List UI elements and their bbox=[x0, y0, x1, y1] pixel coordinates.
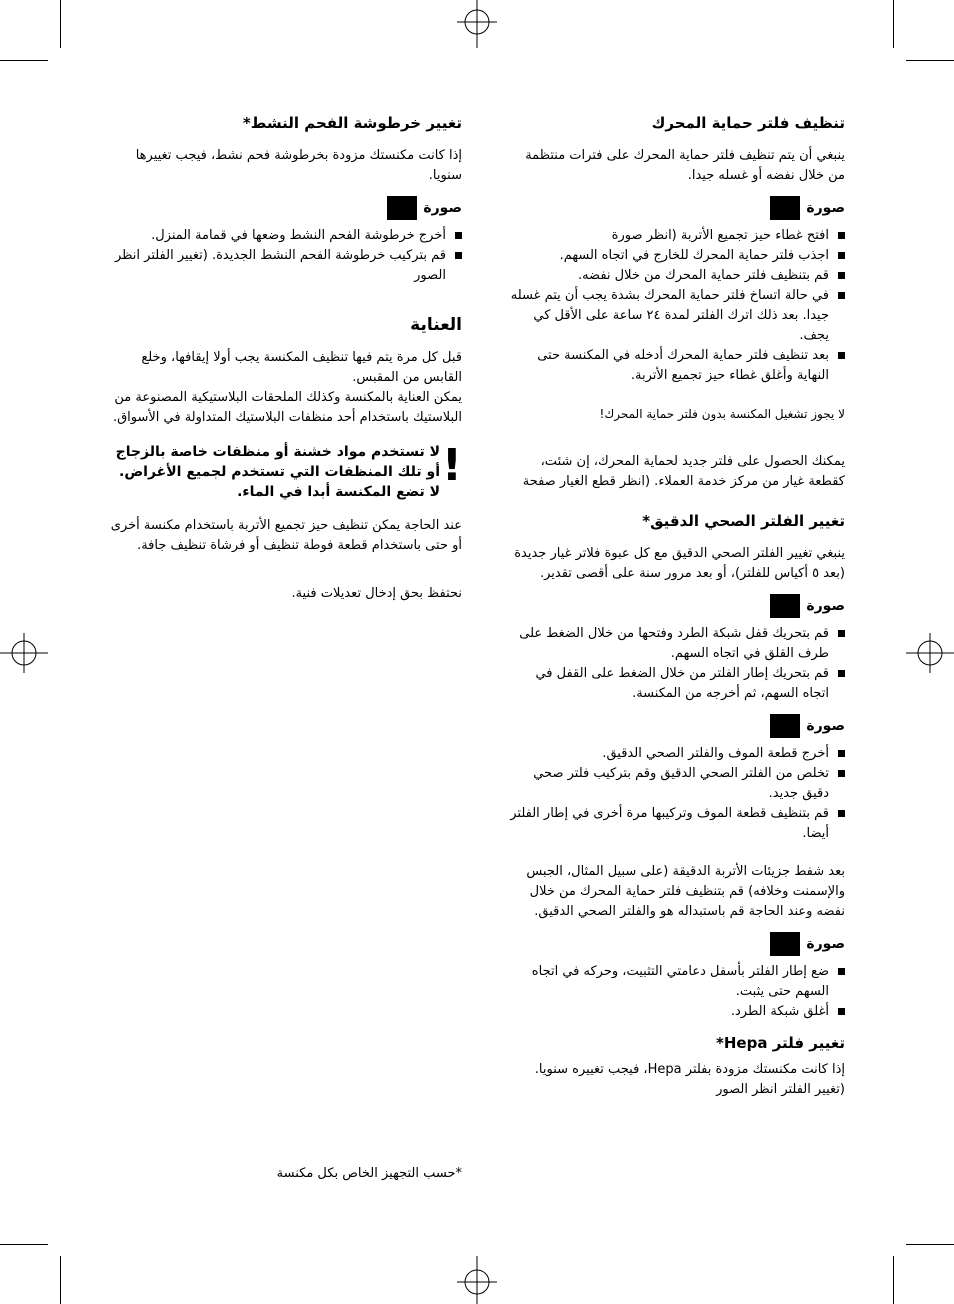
motor-filter-intro: ينبغي أن يتم تنظيف فلتر حماية المحرك على فترات منتظمة من خلال نفضه أو غسله جيدا. bbox=[525, 148, 845, 183]
crop-mark-tr-v bbox=[893, 0, 894, 48]
footnote: *حسب التجهيز الخاص بكل مكنسة bbox=[276, 1166, 462, 1181]
charcoal-steps bbox=[110, 226, 462, 286]
warning-line-1: لا تستخدم مواد خشنة أو منظفات خاصة بالزجاج أو تلك المنظفات التي تستخدم لجميع الأغراض. bbox=[115, 444, 440, 480]
figure-number-box bbox=[770, 594, 800, 618]
micro-filter-steps-3 bbox=[505, 962, 845, 1022]
list-item: قم بتحريك إطار الفلتر من خلال الضغط على القفل في اتجاه السهم، ثم أخرجه من المكنسة. bbox=[505, 664, 845, 704]
list-item: افتح غطاء حيز تجميع الأتربة (انظر صورة bbox=[505, 226, 845, 246]
figure-number-box bbox=[770, 714, 800, 738]
figure-label: صورة bbox=[505, 196, 845, 220]
registration-mark-left bbox=[0, 628, 48, 678]
list-item: ضع إطار الفلتر بأسفل دعامتي التثبيت، وحركه في اتجاه السهم حتى يثبت. bbox=[505, 962, 845, 1002]
section-title-motor-filter: تنظيف فلتر حماية المحرك bbox=[651, 114, 845, 132]
registration-mark-right bbox=[906, 628, 954, 678]
crop-mark-bl-v bbox=[60, 1256, 61, 1304]
charcoal-intro: إذا كانت مكنستك مزودة بخرطوشة فحم نشط، فيجب تغييرها سنويا. bbox=[135, 148, 462, 183]
list-item: قم بتحريك قفل شبكة الطرد وفتحها من خلال الضغط على طرف القلق في اتجاه السهم. bbox=[505, 624, 845, 664]
micro-filter-steps-1 bbox=[505, 624, 845, 704]
hepa-filter-text: إذا كانت مكنستك مزودة بفلتر Hepa، فيجب تغييره سنويا. (تغيير الفلتر انظر الصور bbox=[534, 1062, 845, 1097]
warning-line-2: لا تضع المكنسة أبدا في الماء. bbox=[237, 484, 440, 500]
care-text-3: عند الحاجة يمكن تنظيف حيز تجميع الأتربة باستخدام مكنسة أخرى أو حتى باستخدام قطعة فوطة تنظيف أو فرشاة تنظيف جافة. bbox=[110, 518, 462, 553]
section-title-charcoal-cartridge: تغيير خرطوشة الفحم النشط* bbox=[242, 114, 462, 132]
list-item: في حالة اتساخ فلتر حماية المحرك بشدة يجب أن يتم غسله جيدا. بعد ذلك اترك الفلتر لمدة ٢٤ ساعة على الأقل كي يجف. bbox=[505, 286, 845, 346]
crop-mark-bl-h bbox=[0, 1244, 48, 1245]
crop-mark-tr-h bbox=[906, 60, 954, 61]
figure-number-box bbox=[387, 196, 417, 220]
list-item: بعد تنظيف فلتر حماية المحرك أدخله في المكنسة حتى النهاية وأغلق غطاء حيز تجميع الأتربة. bbox=[505, 346, 845, 386]
section-title-hepa-filter: تغيير فلتر Hepa* bbox=[716, 1034, 845, 1052]
crop-mark-br-v bbox=[893, 1256, 894, 1304]
crop-mark-tl-v bbox=[60, 0, 61, 48]
list-item: أغلق شبكة الطرد. bbox=[505, 1002, 845, 1022]
figure-label: صورة bbox=[505, 594, 845, 618]
figure-label: صورة bbox=[505, 714, 845, 738]
list-item: أخرج قطعة الموف والفلتر الصحي الدقيق. bbox=[505, 744, 845, 764]
list-item: أخرج خرطوشة الفحم النشط وضعها في قمامة المنزل. bbox=[110, 226, 462, 246]
figure-label: صورة bbox=[505, 932, 845, 956]
exclamation-icon: ! bbox=[441, 440, 462, 491]
warning-block bbox=[110, 442, 462, 502]
care-text-2: يمكن العناية بالمكنسة وكذلك الملحقات البلاستيكية المصنوعة من البلاستيك باستخدام أحد منظفات البلاستيك المتداولة في الأسواق. bbox=[112, 390, 462, 425]
motor-filter-spare-text: يمكنك الحصول على فلتر جديد لحماية المحرك، إن شئت، كقطعة غيار من مركز خدمة العملاء. (انظر قطع الغيار صفحة bbox=[522, 454, 845, 489]
list-item: قم بتنظيف قطعة الموف وتركيبها مرة أخرى في إطار الفلتر أيضا. bbox=[505, 804, 845, 844]
list-item: قم بتركيب خرطوشة الفحم النشط الجديدة. (تغيير الفلتر انظر الصور bbox=[110, 246, 462, 286]
figure-number-box bbox=[770, 196, 800, 220]
figure-label: صورة bbox=[110, 196, 462, 220]
technical-changes-note: نحتفظ بحق إدخال تعديلات فنية. bbox=[291, 586, 462, 601]
motor-filter-steps bbox=[505, 226, 845, 386]
crop-mark-tl-h bbox=[0, 60, 48, 61]
care-text-1: قبل كل مرة يتم فيها تنظيف المكنسة يجب أولا إيقافها، وخلع القابس من المقبس. bbox=[141, 350, 462, 385]
list-item: اجذب فلتر حماية المحرك للخارج في اتجاه السهم. bbox=[505, 246, 845, 266]
registration-mark-top bbox=[452, 0, 502, 48]
left-column bbox=[110, 112, 462, 604]
micro-filter-dust-text: بعد شفط جزيئات الأتربة الدقيقة (على سبيل المثال، الجبس والإسمنت وخلافه) قم بتنظيف فلتر حماية المحرك من خلال نفضه وعند الحاجة قم باستبداله هو والفلتر الصحي الدقيق. bbox=[526, 864, 845, 919]
micro-filter-intro: ينبغي تغيير الفلتر الصحي الدقيق مع كل عبوة فلاتر غيار جديدة (بعد ٥ أكياس للفلتر)، أو بعد مرور سنة على أقصى تقدير. bbox=[514, 546, 845, 581]
section-title-care: العناية bbox=[410, 315, 462, 335]
registration-mark-bottom bbox=[452, 1256, 502, 1304]
right-column bbox=[505, 112, 845, 1100]
list-item: تخلص من الفلتر الصحي الدقيق وقم بتركيب فلتر صحي دقيق جديد. bbox=[505, 764, 845, 804]
crop-mark-br-h bbox=[906, 1244, 954, 1245]
list-item: قم بتنظيف فلتر حماية المحرك من خلال نفضه. bbox=[505, 266, 845, 286]
micro-filter-steps-2 bbox=[505, 744, 845, 844]
section-title-micro-filter: تغيير الفلتر الصحي الدقيق* bbox=[642, 512, 845, 530]
figure-number-box bbox=[770, 932, 800, 956]
motor-filter-note: لا يجوز تشغيل المكنسة بدون فلتر حماية المحرك! bbox=[599, 407, 845, 421]
